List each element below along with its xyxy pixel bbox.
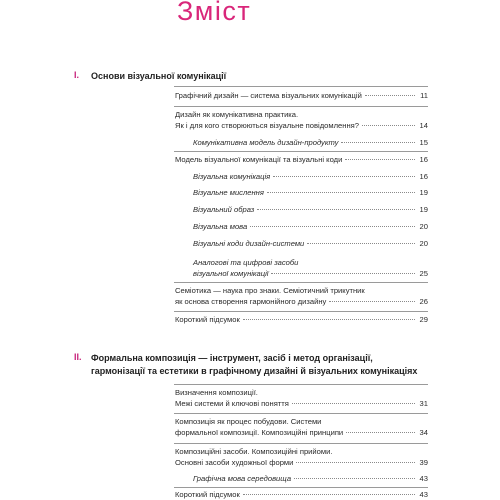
page-number: 25 bbox=[419, 269, 428, 278]
toc-divider bbox=[174, 384, 428, 385]
toc-entry-title: Основні засоби художньої форми bbox=[175, 458, 294, 467]
toc-entry[interactable] bbox=[175, 446, 428, 468]
toc-subentry[interactable] bbox=[193, 187, 428, 198]
dot-leader bbox=[346, 432, 415, 433]
toc-entry[interactable] bbox=[175, 90, 428, 101]
toc-subentry[interactable] bbox=[193, 137, 428, 148]
toc-entry-title: як основа створення гармонійного дизайну bbox=[175, 297, 327, 306]
page-number: 16 bbox=[419, 172, 428, 181]
toc-entry[interactable] bbox=[175, 285, 428, 307]
toc-entry-title: Межі системи й ключові поняття bbox=[175, 399, 289, 408]
toc-entry-title: формальної композиції. Композиційні принципи bbox=[175, 428, 344, 437]
page-number: 29 bbox=[419, 315, 428, 324]
toc-entry-title: Модель візуальної комунікації та візуальні коди bbox=[175, 155, 343, 164]
page-number: 11 bbox=[420, 91, 428, 100]
toc-subentry[interactable] bbox=[193, 204, 428, 215]
dot-leader bbox=[307, 243, 415, 244]
toc-entry-title: Візуальна комунікація bbox=[193, 172, 271, 181]
chapter-number: II. bbox=[74, 352, 82, 362]
dot-leader bbox=[294, 478, 415, 479]
toc-entry-title: Короткий підсумок bbox=[175, 490, 240, 499]
toc-entry[interactable] bbox=[175, 314, 428, 325]
chapter-title bbox=[91, 352, 421, 377]
toc-entry[interactable] bbox=[175, 416, 428, 438]
dot-leader bbox=[267, 192, 415, 193]
toc-entry-title: Графічний дизайн — система візуальних комунікацій bbox=[175, 91, 362, 100]
toc-entry-title: Аналогові та цифрові засоби bbox=[193, 258, 299, 267]
toc-entry-title: Візуальні коди дизайн-системи bbox=[193, 239, 305, 248]
toc-entry-title: Візуальне мислення bbox=[193, 188, 264, 197]
toc-entry-title: Дизайн як комунікативна практика. bbox=[175, 110, 299, 119]
toc-divider bbox=[174, 443, 428, 444]
toc-subentry[interactable] bbox=[193, 171, 428, 182]
toc-divider bbox=[174, 86, 428, 87]
toc-entry-title: Візуальна мова bbox=[193, 222, 248, 231]
toc-entry-title: Візуальний образ bbox=[193, 205, 255, 214]
toc-entry-title: Комунікативна модель дизайн-продукту bbox=[193, 138, 339, 147]
toc-entry[interactable] bbox=[175, 109, 428, 131]
page-number: 39 bbox=[419, 458, 428, 467]
toc-entry-title: Графічна мова середовища bbox=[193, 474, 292, 483]
toc-divider bbox=[174, 106, 428, 107]
toc-divider bbox=[174, 413, 428, 414]
dot-leader bbox=[243, 494, 415, 495]
dot-leader bbox=[257, 209, 415, 210]
toc-divider bbox=[174, 151, 428, 152]
dot-leader bbox=[273, 176, 415, 177]
dot-leader bbox=[292, 403, 415, 404]
toc-entry[interactable] bbox=[175, 154, 428, 165]
toc-divider bbox=[174, 311, 428, 312]
toc-divider bbox=[174, 487, 428, 488]
chapter-number: I. bbox=[74, 70, 80, 80]
toc-subentry[interactable] bbox=[193, 257, 428, 279]
dot-leader bbox=[296, 462, 415, 463]
page-number: 16 bbox=[419, 155, 428, 164]
page-number: 19 bbox=[419, 188, 428, 197]
page-number: 31 bbox=[419, 399, 428, 408]
page-number: 20 bbox=[419, 222, 428, 231]
dot-leader bbox=[250, 226, 415, 227]
chapter-title-line: гармонізації та естетики в графічному дизайні й візуальних комунікаціях bbox=[91, 365, 418, 376]
page-number: 20 bbox=[419, 239, 428, 248]
page-number: 19 bbox=[419, 205, 428, 214]
page-number: 26 bbox=[419, 297, 428, 306]
toc-entry-title: Визначення композиції. bbox=[175, 388, 258, 397]
page-number: 14 bbox=[419, 121, 428, 130]
toc-entry-title: Як і для кого створюються візуальне повідомлення? bbox=[175, 121, 359, 130]
page-number: 15 bbox=[419, 138, 428, 147]
dot-leader bbox=[271, 273, 415, 274]
page-number: 43 bbox=[419, 490, 428, 499]
chapter-title: Основи візуальної комунікації bbox=[91, 71, 227, 81]
page-title: Зміст bbox=[177, 0, 252, 26]
chapter-title-line: Формальна композиція — інструмент, засіб і метод організації, bbox=[91, 353, 373, 363]
dot-leader bbox=[362, 125, 415, 126]
dot-leader bbox=[345, 159, 415, 160]
toc-entry[interactable] bbox=[175, 387, 428, 409]
toc-entry-title: Композиція як процес побудови. Системи bbox=[175, 417, 322, 426]
toc-entry[interactable] bbox=[175, 489, 428, 500]
toc-subentry[interactable] bbox=[193, 221, 428, 232]
toc-subentry[interactable] bbox=[193, 473, 428, 484]
toc-entry-title: візуальної комунікації bbox=[193, 269, 269, 278]
toc-subentry[interactable] bbox=[193, 238, 428, 249]
dot-leader bbox=[365, 95, 415, 96]
toc-divider bbox=[174, 282, 428, 283]
page-number: 34 bbox=[419, 428, 428, 437]
page-number: 43 bbox=[419, 474, 428, 483]
dot-leader bbox=[329, 301, 415, 302]
dot-leader bbox=[243, 319, 415, 320]
toc-entry-title: Композиційні засоби. Композиційні прийоми. bbox=[175, 447, 333, 456]
dot-leader bbox=[341, 142, 415, 143]
toc-entry-title: Короткий підсумок bbox=[175, 315, 240, 324]
toc-entry-title: Семіотика — наука про знаки. Семіотичний трикутник bbox=[175, 286, 365, 295]
